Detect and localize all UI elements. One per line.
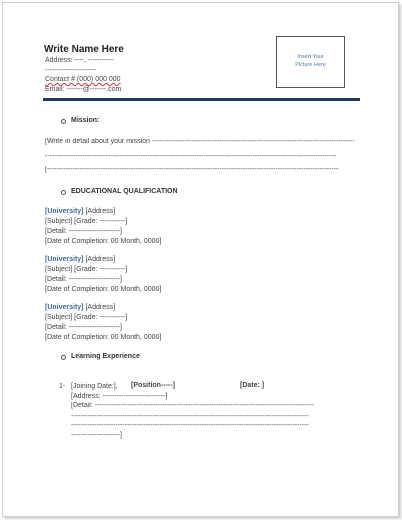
address-line: Address: ----, ----------- — [45, 57, 114, 64]
edu-entry-1-subject: [Subject] [Grade: -----------] — [45, 218, 128, 225]
edu-entry-2-detail: [Detail: ----------------------] — [45, 276, 122, 283]
mission-line-2: ----------------------------------------------------------------------------------------------------------------------------- — [45, 153, 337, 160]
photo-placeholder — [276, 36, 345, 88]
photo-text-line1: Insert Your — [297, 54, 324, 60]
experience-position: [Position-----] — [131, 382, 175, 389]
mission-line-1: [Write in detail about your mission --------------------------------------------------------------------------------------- — [45, 138, 355, 145]
edu-entry-3-completion: [Date of Completion: 00 Month, 0000] — [45, 334, 162, 341]
edu-entry-2-completion: [Date of Completion: 00 Month, 0000] — [45, 286, 162, 293]
edu-address: [Address] — [85, 256, 116, 263]
edu-entry-3-university-line — [45, 304, 115, 311]
experience-detail-line-4: ---------------------] — [71, 432, 122, 439]
education-heading: EDUCATIONAL QUALIFICATION — [71, 188, 178, 195]
edu-entry-1-detail: [Detail: ----------------------] — [45, 228, 122, 235]
bullet-icon — [61, 119, 66, 124]
experience-address: [Address: ---------------------------] — [71, 393, 168, 400]
resume-name: Write Name Here — [44, 44, 124, 55]
header-divider — [43, 98, 360, 101]
edu-entry-2-subject: [Subject] [Grade: -----------] — [45, 266, 128, 273]
experience-item-number: 1- — [59, 383, 66, 390]
experience-heading: Learning Experience — [71, 353, 140, 360]
bullet-icon — [61, 190, 66, 195]
experience-detail-line-3: ------------------------------------------------------------------------------------------------------ — [71, 422, 309, 429]
experience-detail-line-1: [Detail: ---------------------------------------------------------------------------------------------- — [71, 402, 314, 409]
edu-address: [Address] — [85, 208, 116, 215]
mission-line-3: -----------------------------------------------------------------------------------------------------------------------------] — [45, 166, 339, 173]
edu-university: [University] — [45, 208, 84, 215]
photo-placeholder-text — [277, 53, 344, 69]
edu-entry-3-subject: [Subject] [Grade: -----------] — [45, 314, 128, 321]
edu-address: [Address] — [85, 304, 116, 311]
bullet-icon — [61, 355, 66, 360]
edu-university: [University] — [45, 304, 84, 311]
edu-entry-2-university-line — [45, 256, 115, 263]
edu-entry-1-completion: [Date of Completion: 00 Month, 0000] — [45, 238, 162, 245]
experience-detail-line-2: ------------------------------------------------------------------------------------------------------ — [71, 413, 309, 420]
address-continuation: ---------------------- — [45, 67, 97, 74]
edu-entry-3-detail: [Detail: ----------------------] — [45, 324, 122, 331]
edu-university: [University] — [45, 256, 84, 263]
email-line: Email: -------@-------.com — [45, 86, 122, 93]
photo-text-line2: Picture Here — [295, 62, 326, 68]
experience-date: [Date: ] — [240, 382, 265, 389]
edu-entry-1-university-line — [45, 208, 115, 215]
mission-heading: Mission: — [71, 117, 100, 124]
contact-line — [45, 76, 121, 83]
experience-joining: [Joining Date:], — [71, 383, 118, 390]
contact-text: Contact # (000) 000 000 — [45, 76, 121, 83]
